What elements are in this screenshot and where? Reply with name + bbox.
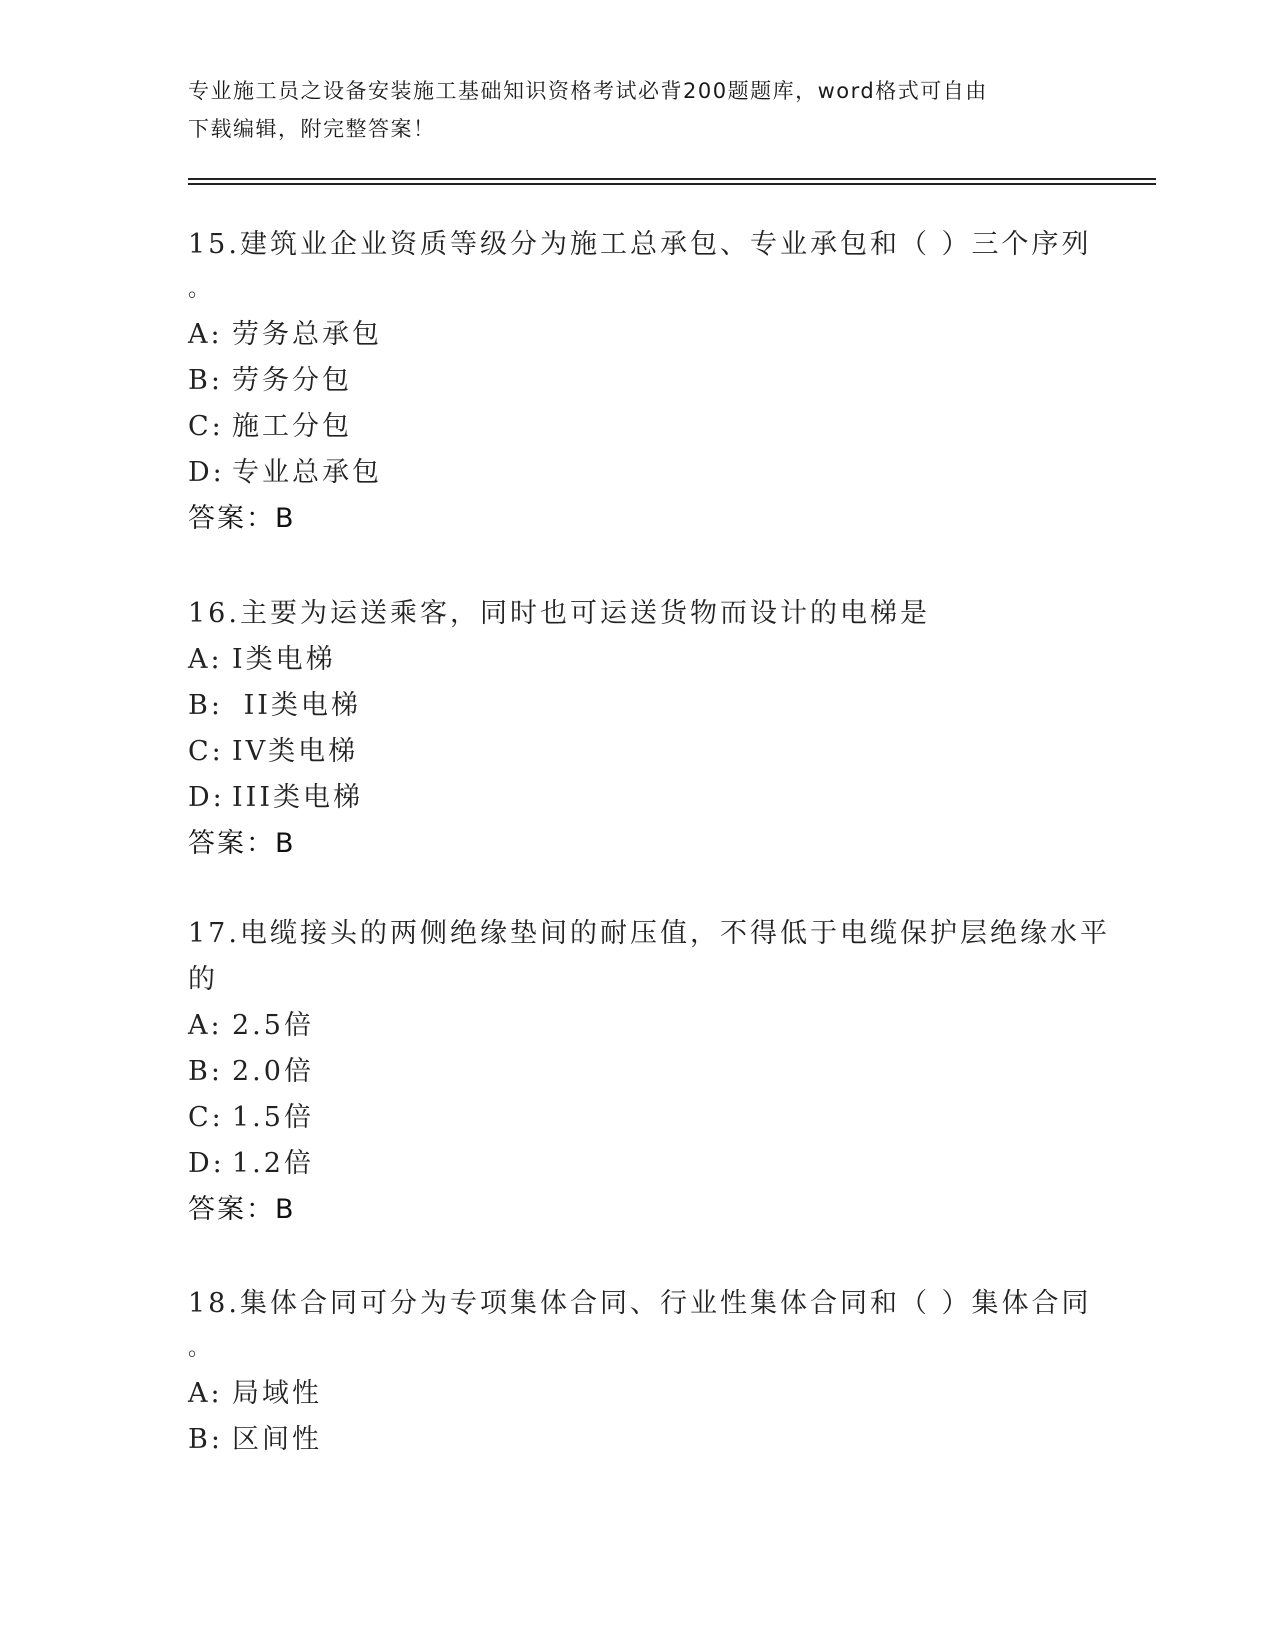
option-text: IV类电梯 — [232, 736, 359, 767]
question-16 — [188, 591, 1088, 867]
option-key: B: — [188, 1424, 223, 1455]
option-key: B: — [188, 690, 223, 721]
option-key: A: — [188, 1378, 223, 1409]
option-text: 1.5倍 — [232, 1102, 314, 1133]
option-b — [188, 358, 1088, 404]
option-a — [188, 312, 1088, 358]
question-17 — [188, 911, 1110, 1233]
question-15 — [188, 222, 1092, 542]
option-text: III类电梯 — [232, 782, 363, 813]
option-c — [188, 729, 1088, 775]
question-text: 16.主要为运送乘客，同时也可运送货物而设计的电梯是 — [188, 598, 930, 629]
option-text: 劳务总承包 — [232, 319, 382, 350]
option-text: 区间性 — [232, 1424, 322, 1455]
question-text-continued: 。 — [188, 277, 214, 302]
option-text: 1.2倍 — [232, 1148, 314, 1179]
option-c — [188, 1095, 1088, 1141]
answer: 答案：B — [188, 1194, 296, 1225]
option-key: A: — [188, 644, 223, 675]
option-d — [188, 450, 1088, 496]
header-divider-bottom — [188, 183, 1156, 185]
option-a — [188, 1371, 1088, 1417]
option-text: 施工分包 — [232, 411, 352, 442]
question-text: 18.集体合同可分为专项集体合同、行业性集体合同和（ ）集体合同 — [188, 1288, 1092, 1319]
answer: 答案：B — [188, 828, 296, 859]
option-key: D: — [188, 1148, 225, 1179]
option-b — [188, 1049, 1088, 1095]
question-text-continued: 。 — [188, 1336, 214, 1361]
option-text: II类电梯 — [232, 690, 361, 721]
header-divider-top — [188, 178, 1156, 180]
option-a — [188, 1003, 1088, 1049]
option-c — [188, 404, 1088, 450]
option-d — [188, 1141, 1088, 1187]
document-header — [188, 72, 1088, 148]
option-key: C: — [188, 1102, 224, 1133]
option-key: B: — [188, 365, 223, 396]
option-text: I类电梯 — [232, 644, 336, 675]
option-key: A: — [188, 319, 223, 350]
option-key: A: — [188, 1010, 223, 1041]
answer: 答案：B — [188, 503, 296, 534]
option-key: C: — [188, 736, 224, 767]
question-text: 15.建筑业企业资质等级分为施工总承包、专业承包和（ ）三个序列 — [188, 229, 1092, 260]
option-text: 2.0倍 — [232, 1056, 314, 1087]
header-line-2: 下载编辑，附完整答案！ — [188, 117, 436, 141]
option-a — [188, 637, 1088, 683]
option-key: D: — [188, 782, 225, 813]
option-d — [188, 775, 1088, 821]
option-b — [188, 1417, 1088, 1463]
question-text: 17.电缆接头的两侧绝缘垫间的耐压值，不得低于电缆保护层绝缘水平 — [188, 918, 1110, 949]
option-text: 局域性 — [232, 1378, 322, 1409]
option-b — [188, 683, 1088, 729]
question-18 — [188, 1281, 1092, 1463]
option-key: B: — [188, 1056, 223, 1087]
option-key: D: — [188, 457, 225, 488]
option-text: 专业总承包 — [232, 457, 382, 488]
option-text: 2.5倍 — [232, 1010, 314, 1041]
option-text: 劳务分包 — [232, 365, 352, 396]
header-line-1: 专业施工员之设备安装施工基础知识资格考试必背200题题库，word格式可自由 — [188, 79, 988, 103]
question-text-continued: 的 — [188, 964, 218, 995]
option-key: C: — [188, 411, 224, 442]
